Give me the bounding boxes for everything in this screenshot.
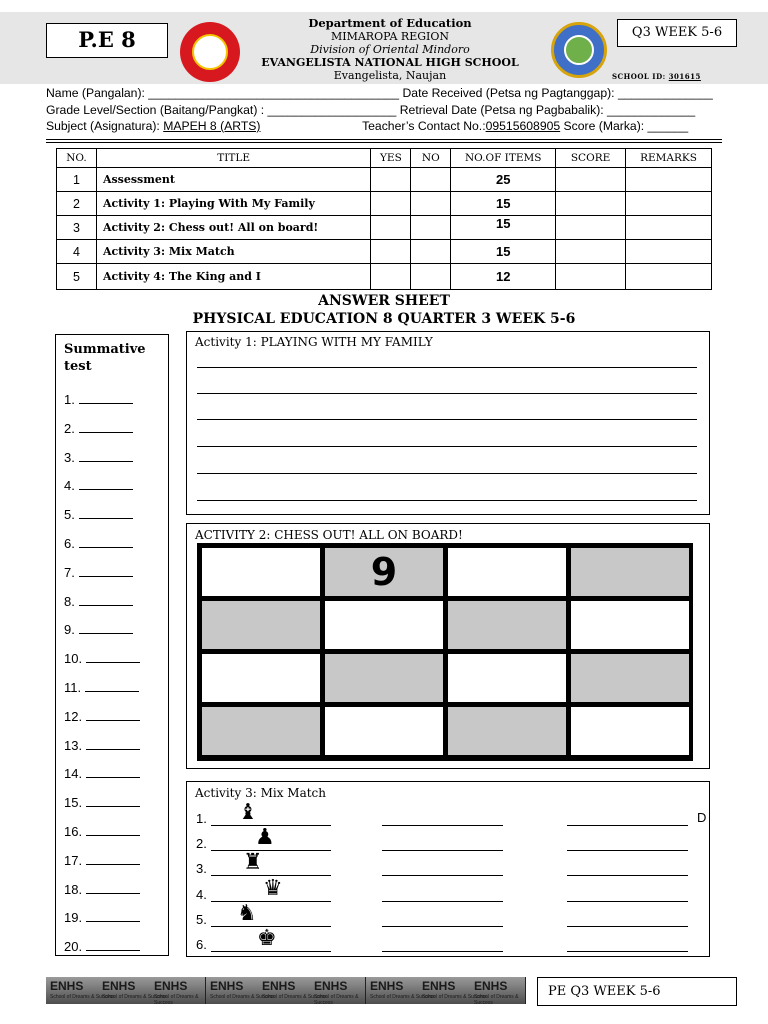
answer-blank[interactable] [86,710,140,721]
match-blank[interactable] [382,825,503,826]
school-logo-tagline: School of Dreams & Success [210,994,275,1000]
score-cell[interactable] [556,192,626,216]
summative-item [64,565,133,580]
school-logo-text: ENHS [154,979,188,993]
subject-value: MAPEH 8 (ARTS) [163,119,261,133]
summative-item [64,594,133,609]
school-logo-tagline: School of Dreams & Success [314,994,359,1006]
mix-item-number: 6. [196,937,207,952]
activity3-label: Activity 3: Mix Match [195,786,326,800]
summative-item [64,795,140,810]
no-cell[interactable] [411,264,451,290]
item-number: 5. [64,507,75,522]
summative-heading: Summative test [64,342,146,374]
grade-field[interactable]: ___________________ [267,103,397,117]
summary-table [56,148,712,290]
answer-line[interactable] [197,393,697,394]
activity1-panel [186,331,710,515]
answer-blank[interactable] [86,652,140,663]
activity1-label: Activity 1: PLAYING WITH MY FAMILY [195,335,433,349]
date-received-field[interactable]: ______________ [617,86,713,100]
board-square-number[interactable]: 9 [325,548,443,596]
board-square[interactable] [325,601,443,649]
summative-item [64,421,133,436]
footer-logo-strip [46,977,526,1004]
answer-blank[interactable] [86,911,140,922]
column-header: SCORE [556,149,626,168]
match-blank[interactable] [567,951,688,952]
board-square[interactable] [202,548,320,596]
item-number: 1. [64,392,75,407]
yes-cell[interactable] [371,168,411,192]
school-logo-text: ENHS [422,979,456,993]
division-name: Division of Oriental Mindoro [310,43,470,56]
table-row: 5 Activity 4: The King and I 12 [57,264,712,290]
school-name: EVANGELISTA NATIONAL HIGH SCHOOL [261,56,519,69]
division-seal-logo [551,22,607,78]
summative-item [64,882,140,897]
item-number: 17. [64,853,83,868]
answer-line[interactable] [197,500,697,501]
pawn-icon: ♟ [255,825,275,850]
chess-board [197,543,693,761]
item-number: 10. [64,651,83,666]
board-square[interactable] [325,707,443,755]
summative-item [64,478,133,493]
activity2-label: ACTIVITY 2: CHESS OUT! ALL ON BOARD! [195,528,463,542]
summative-item [64,536,133,551]
item-number: 4. [64,478,75,493]
mix-item-number: 1. [196,811,207,826]
footer-logo-segment [366,977,526,1004]
school-logo-tagline: School of Dreams & Success [262,994,327,1000]
match-blank[interactable] [382,875,503,876]
table-row: 3 Activity 2: Chess out! All on board! 15 [57,216,712,240]
school-logo-tagline: School of Dreams & Success [50,994,115,1000]
contact-value: 09515608905 [485,119,561,133]
school-location: Evangelista, Naujan [333,69,447,82]
score-cell[interactable] [556,240,626,264]
remarks-cell[interactable] [626,192,712,216]
table-row: 4 Activity 3: Mix Match 15 [57,240,712,264]
answer-blank[interactable] [79,393,133,404]
item-number: 12. [64,709,83,724]
answer-line[interactable] [197,473,697,474]
answer-line[interactable] [197,367,697,368]
answer-blank[interactable] [79,537,133,548]
footer-week-label: PE Q3 WEEK 5-6 [537,977,737,1006]
summative-item [64,450,133,465]
answer-blank[interactable] [86,739,140,750]
school-logo-text: ENHS [50,979,84,993]
queen-icon: ♛ [263,876,283,901]
board-square[interactable] [202,654,320,702]
yes-cell[interactable] [371,240,411,264]
board-square[interactable] [448,548,566,596]
summative-item [64,709,140,724]
agency-block [240,17,540,82]
score-cell[interactable] [556,216,626,240]
school-logo-tagline: School of Dreams & Success [422,994,487,1000]
column-header: YES [371,149,411,168]
item-number: 16. [64,824,83,839]
divider [46,139,722,140]
summative-item [64,738,140,753]
summative-item [64,392,133,407]
board-square[interactable] [448,601,566,649]
info-row-name: Name (Pangalan): _____________________________________ Date Received (Petsa ng Pagtanggap): ______________ [46,86,713,100]
item-number: 9. [64,622,75,637]
mix-item-number: 4. [196,887,207,902]
table-row: 1 Assessment 25 [57,168,712,192]
item-number: 3. [64,450,75,465]
table-header-row [57,149,712,168]
column-header: NO [411,149,451,168]
remarks-cell[interactable] [626,216,712,240]
match-blank[interactable] [567,901,688,902]
board-square[interactable] [202,707,320,755]
match-blank[interactable] [567,926,688,927]
answer-blank[interactable] [85,681,139,692]
answer-blank[interactable] [79,566,133,577]
item-number: 6. [64,536,75,551]
item-number: 14. [64,766,83,781]
king-icon: ♚ [257,926,277,951]
school-logo-tagline: School of Dreams & Success [474,994,519,1006]
divider [46,142,722,143]
summative-item [64,824,140,839]
board-square[interactable] [325,654,443,702]
score-cell[interactable] [556,168,626,192]
item-number: 13. [64,738,83,753]
board-square[interactable] [448,707,566,755]
yes-cell[interactable] [371,192,411,216]
remarks-cell[interactable] [626,168,712,192]
school-id: SCHOOL ID: 301615 [612,72,701,81]
school-logo-tagline: School of Dreams & Success [102,994,167,1000]
item-number: 2. [64,421,75,436]
answer-line[interactable] [197,446,697,447]
yes-cell[interactable] [371,264,411,290]
board-square[interactable] [571,601,689,649]
answer-blank[interactable] [86,883,140,894]
board-square[interactable] [571,548,689,596]
answer-blank[interactable] [79,422,133,433]
match-blank[interactable] [567,825,688,826]
answer-blank[interactable] [79,623,133,634]
summative-item [64,766,140,781]
column-header: TITLE [96,149,370,168]
footer-logo-segment [46,977,206,1004]
mix-item-number: 2. [196,836,207,851]
info-row-grade: Grade Level/Section (Baitang/Pangkat) : ___________________ Retrieval Date (Petsa ng Pagbabalik): _____________ [46,103,696,117]
item-number: 8. [64,594,75,609]
no-cell[interactable] [411,168,451,192]
summative-item [64,622,133,637]
board-square[interactable] [202,601,320,649]
answer-blank[interactable] [86,940,140,951]
info-row-subject: Subject (Asignatura): MAPEH 8 (ARTS) Teacher’s Contact No.:09515608905 Score (Marka): ______ [46,119,689,133]
board-square[interactable] [448,654,566,702]
match-blank[interactable] [567,850,688,851]
piece-name-blank[interactable] [211,951,331,952]
piece-name-blank[interactable] [211,850,331,851]
item-number: 18. [64,882,83,897]
answer-blank[interactable] [79,451,133,462]
subject-code-box: P.E 8 [46,23,168,58]
answer-blank[interactable] [86,767,140,778]
school-logo-text: ENHS [474,979,508,993]
mix-item-number: 3. [196,861,207,876]
school-seal-logo [180,22,240,82]
table-row: 2 Activity 1: Playing With My Family 15 [57,192,712,216]
column-header: REMARKS [626,149,712,168]
item-number: 20. [64,939,83,954]
no-cell[interactable] [411,192,451,216]
name-field[interactable]: _____________________________________ [148,86,400,100]
knight-icon: ♞ [237,901,257,926]
school-logo-tagline: School of Dreams & Success [370,994,435,1000]
mix-item-number: 5. [196,912,207,927]
summative-item [64,680,139,695]
column-header: NO. [57,149,97,168]
remarks-cell[interactable] [626,264,712,290]
match-blank[interactable] [567,875,688,876]
match-blank[interactable] [382,850,503,851]
remarks-cell[interactable] [626,240,712,264]
no-cell[interactable] [411,216,451,240]
summative-item [64,507,133,522]
dept-name: Department of Education [308,16,472,30]
week-badge: Q3 WEEK 5-6 [617,19,737,47]
school-logo-text: ENHS [102,979,136,993]
summative-item [64,853,140,868]
answer-blank[interactable] [79,595,133,606]
answer-blank[interactable] [86,825,140,836]
yes-cell[interactable] [371,216,411,240]
school-logo-text: ENHS [210,979,244,993]
piece-name-blank[interactable] [211,901,331,902]
trailing-mark: D [697,810,707,825]
retrieval-date-field[interactable]: _____________ [607,103,696,117]
match-blank[interactable] [382,901,503,902]
board-square[interactable] [571,654,689,702]
item-number: 7. [64,565,75,580]
school-logo-text: ENHS [370,979,404,993]
item-number: 11. [64,680,82,695]
summative-item [64,939,140,954]
board-square[interactable] [571,707,689,755]
answer-blank[interactable] [86,854,140,865]
summative-item [64,910,140,925]
rook-icon: ♜ [243,850,263,875]
summative-item [64,651,140,666]
item-number: 15. [64,795,83,810]
answer-sheet-title: ANSWER SHEET [318,293,450,309]
answer-sheet-subtitle: PHYSICAL EDUCATION 8 QUARTER 3 WEEK 5-6 [192,311,576,327]
match-blank[interactable] [382,951,503,952]
item-number: 19. [64,910,83,925]
school-logo-text: ENHS [262,979,296,993]
school-logo-text: ENHS [314,979,348,993]
no-cell[interactable] [411,240,451,264]
footer-logo-segment [206,977,366,1004]
answer-line[interactable] [197,419,697,420]
school-logo-tagline: School of Dreams & Success [154,994,199,1006]
region-name: MIMAROPA REGION [330,30,450,43]
score-cell[interactable] [556,264,626,290]
answer-blank[interactable] [79,508,133,519]
column-header: NO.OF ITEMS [451,149,556,168]
bishop-icon: ♝ [238,800,258,825]
answer-blank[interactable] [86,796,140,807]
score-field[interactable]: ______ [647,119,689,133]
match-blank[interactable] [382,926,503,927]
answer-blank[interactable] [79,479,133,490]
